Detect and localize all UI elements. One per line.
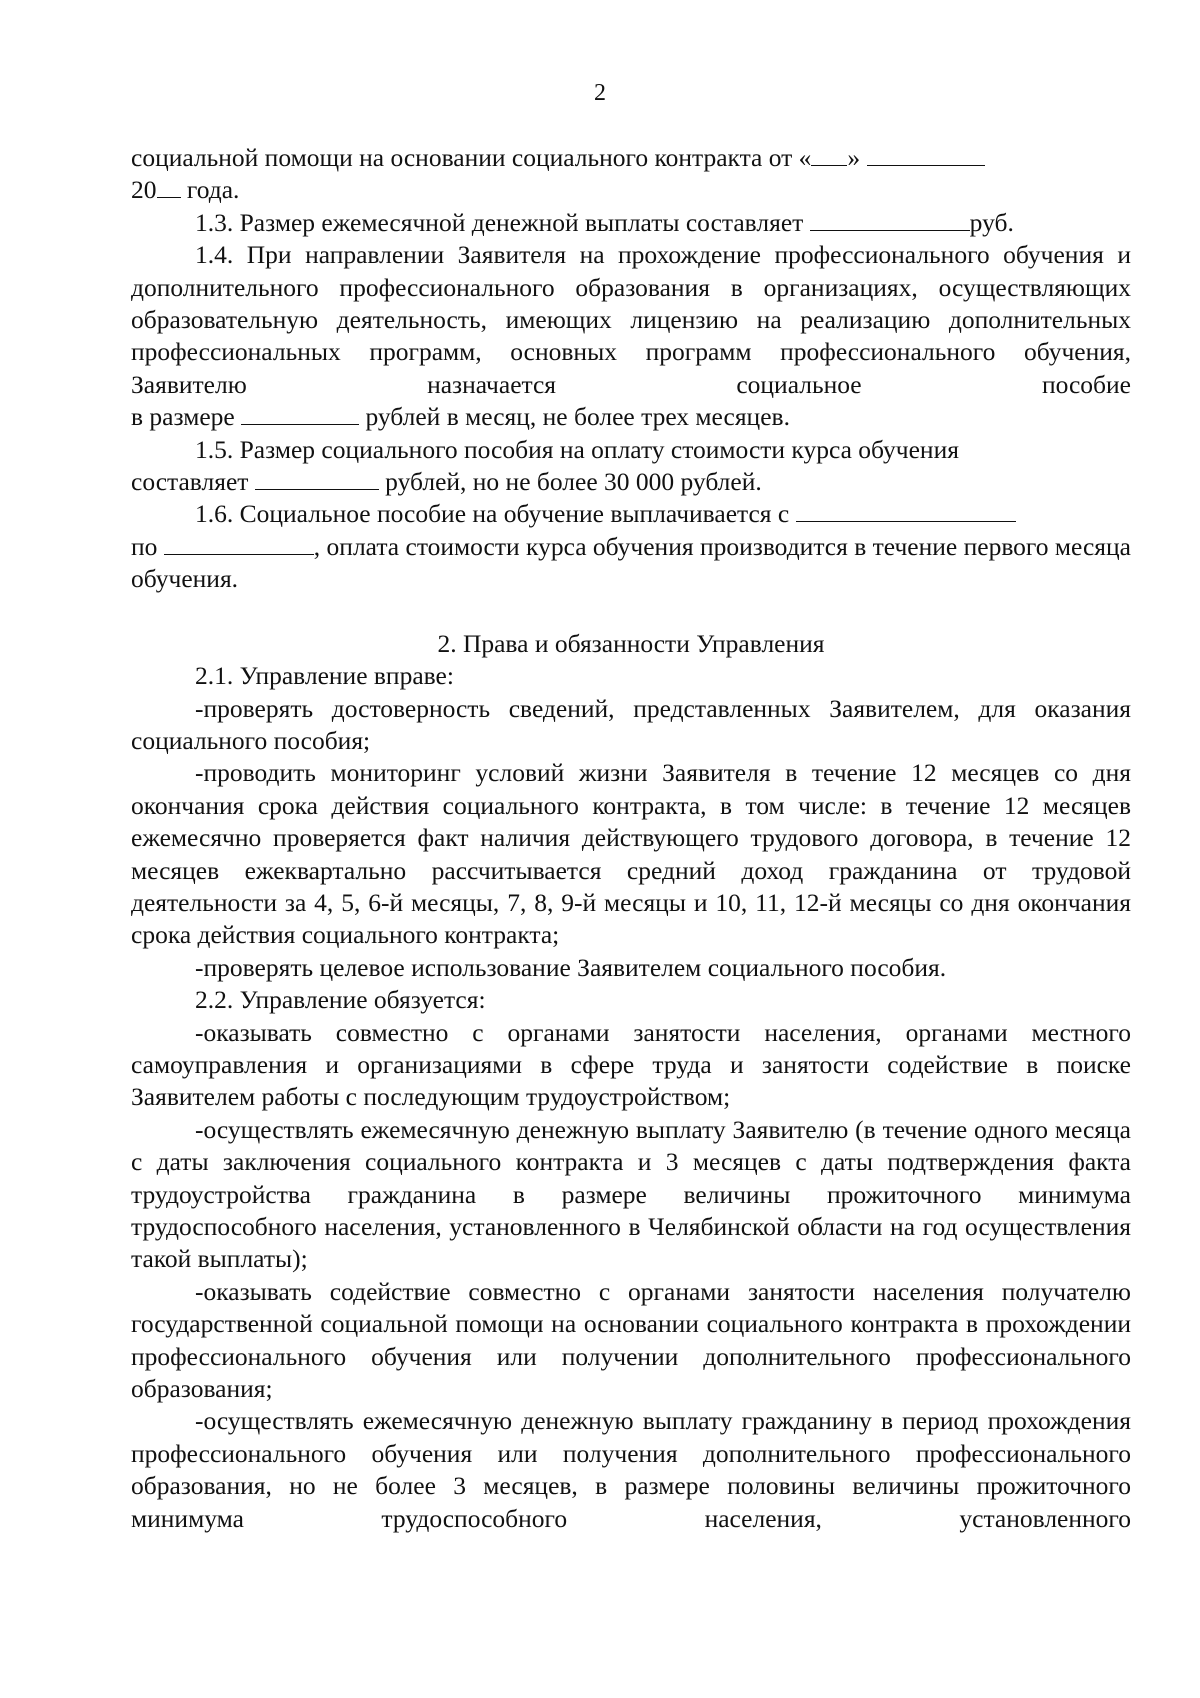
year-suffix: года. bbox=[180, 175, 240, 205]
paragraph-2-1-item-2: -проводить мониторинг условий жизни Заявителя в течение 12 месяцев со дня окончания срока действия социального контракта, в том числе: в течение 12 месяцев ежемесячно проверяется факт наличия действующего трудового договора, в течение 12 месяцев ежеквартально рассчитывается средний доход гражданина от трудовой деятельности за 4, 5, 6-й месяцы, 7, 8, 9-й месяцы и 10, 11, 12-й месяцы со дня окончания срока действия социального контракта; bbox=[131, 758, 1131, 950]
blank-year bbox=[157, 175, 181, 198]
clause-1-6-suffix: , оплата стоимости курса обучения производится в течение первого месяца обучения. bbox=[131, 531, 1131, 594]
paragraph-1-6-end bbox=[131, 531, 1131, 596]
clause-1-5-suffix: рублей, но не более 30 000 рублей. bbox=[378, 467, 762, 497]
paragraph-2-1: 2.1. Управление вправе: bbox=[195, 661, 454, 691]
paragraph-2-2-item-3: -оказывать содействие совместно с органами занятости населения получателю государственной социальной помощи на основании социального контракта в прохождении профессионального обучения или получении дополнительного профессионального образования; bbox=[131, 1276, 1131, 1404]
clause-1-4-prefix: в размере bbox=[131, 402, 242, 432]
paragraph-2-2-item-4: -осуществлять ежемесячную денежную выплату гражданину в период прохождения профессионального обучения или получения дополнительного профессионального образования, но не более 3 месяцев, в размере половины величины прожиточного минимума трудоспособного населения, установленного bbox=[131, 1406, 1131, 1533]
paragraph-continuation bbox=[131, 142, 1131, 174]
clause-1-6-prefix: по bbox=[131, 531, 164, 561]
clause-1-3-text: 1.3. Размер ежемесячной денежной выплаты составляет bbox=[195, 207, 810, 237]
blank-end-date bbox=[164, 532, 314, 555]
paragraph-1-5: 1.5. Размер социального пособия на оплату стоимости курса обучения bbox=[195, 434, 959, 464]
clause-1-4-suffix: рублей в месяц, не более трех месяцев. bbox=[359, 402, 790, 432]
paragraph-2-2-item-1: -оказывать совместно с органами занятости населения, органами местного самоуправления и организациями в сфере труда и занятости содействие в поиске Заявителем работы с последующим трудоустройством; bbox=[131, 1017, 1131, 1112]
blank-course-cost bbox=[255, 467, 379, 490]
blank-allowance-amount bbox=[241, 402, 359, 425]
section-2-title: 2. Права и обязанности Управления bbox=[437, 628, 825, 658]
paragraph-2-2: 2.2. Управление обязуется: bbox=[195, 985, 486, 1015]
blank-start-date bbox=[796, 499, 1016, 522]
document-body bbox=[131, 142, 1131, 1535]
blank-day bbox=[811, 143, 847, 166]
year-prefix: 20 bbox=[131, 175, 157, 205]
paragraph-2-2-item-2: -осуществлять ежемесячную денежную выплату Заявителю (в течение одного месяца с даты заключения социального контракта и 3 месяцев с даты подтверждения факта трудоустройства гражданина в размере величины прожиточного минимума трудоспособного населения, установленного в Челябинской области на год осуществления такой выплаты); bbox=[131, 1114, 1131, 1274]
paragraph-1-3 bbox=[131, 207, 1131, 239]
clause-1-3-unit: руб. bbox=[969, 207, 1014, 237]
paragraph-1-6 bbox=[131, 498, 1131, 530]
paragraph-1-4-end bbox=[131, 401, 1131, 433]
blank-payment-amount bbox=[810, 208, 970, 231]
paragraph-1-5-end bbox=[131, 466, 1131, 498]
continuation-text: социальной помощи на основании социального контракта от « bbox=[131, 143, 812, 172]
paragraph-continuation-year bbox=[131, 174, 1131, 206]
continuation-quote: » bbox=[847, 143, 867, 172]
paragraph-2-1-item-3: -проверять целевое использование Заявителем социального пособия. bbox=[195, 952, 947, 982]
paragraph-2-1-item-1: -проверять достоверность сведений, представленных Заявителем, для оказания социального пособия; bbox=[131, 693, 1131, 755]
clause-1-5-prefix: составляет bbox=[131, 467, 255, 497]
paragraph-1-4: 1.4. При направлении Заявителя на прохождение профессионального обучения и дополнительного профессионального образования в организациях, осуществляющих образовательную деятельность, имеющих лицензию на реализацию дополнительных профессиональных программ, основных программ профессионального обучения, Заявителю назначается социальное пособие bbox=[131, 240, 1131, 399]
blank-month bbox=[867, 143, 985, 166]
page-number: 2 bbox=[594, 80, 606, 106]
clause-1-6-text: 1.6. Социальное пособие на обучение выплачивается с bbox=[195, 499, 796, 529]
